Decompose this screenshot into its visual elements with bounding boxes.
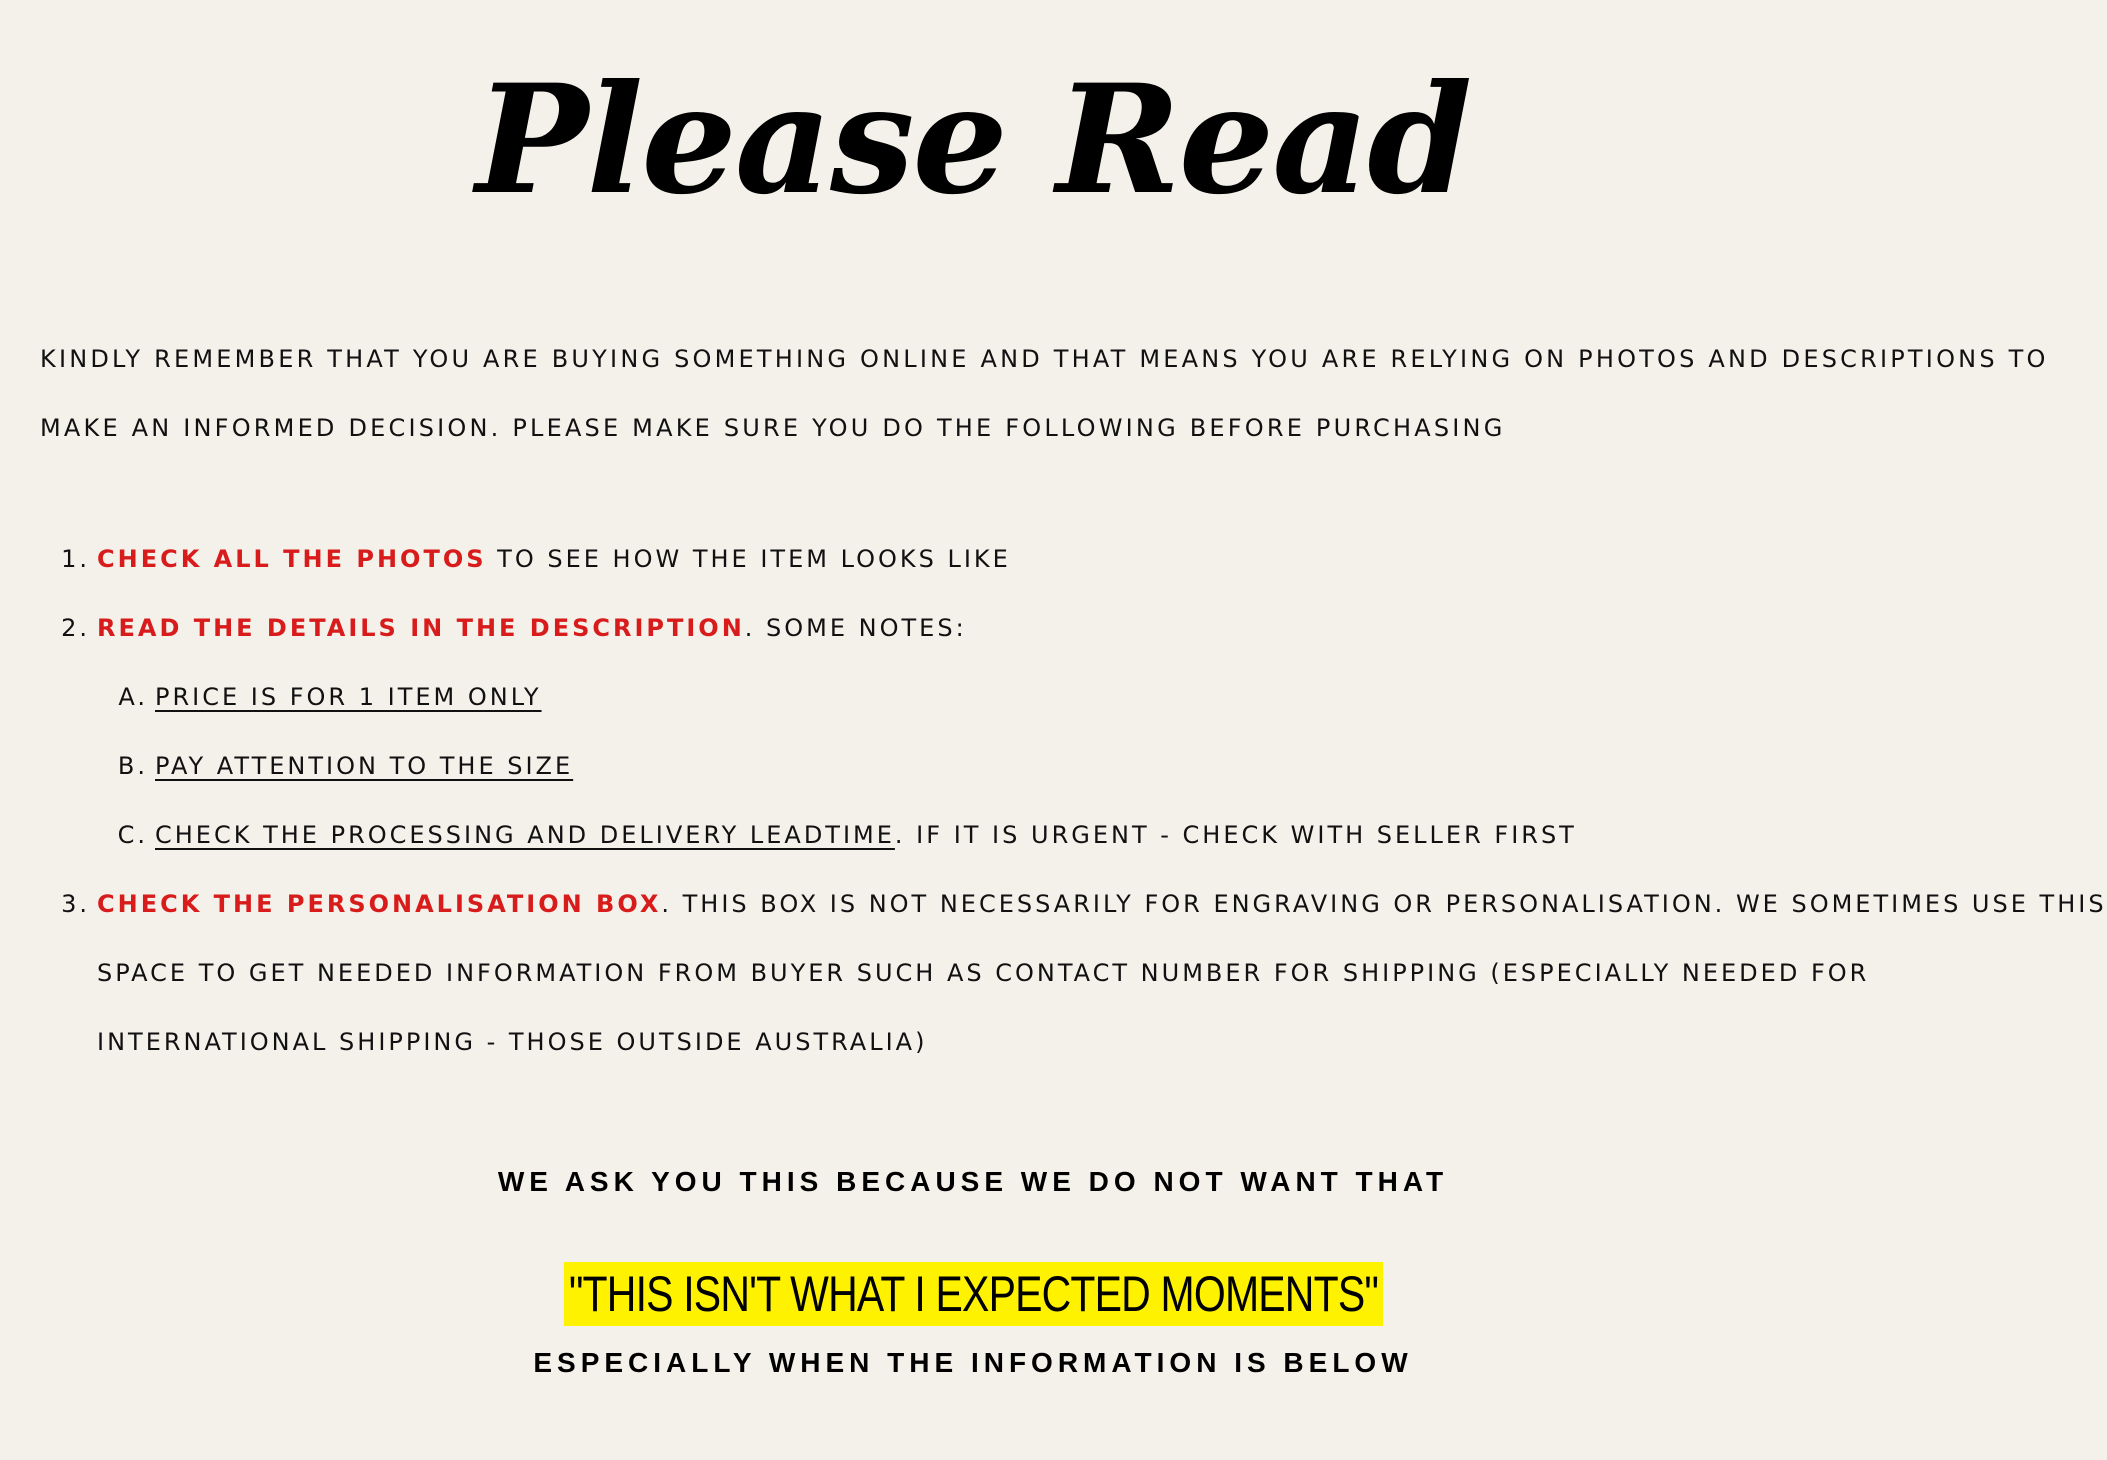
highlight-text: READ THE DETAILS IN THE DESCRIPTION	[97, 614, 745, 642]
highlight-text: CHECK THE PERSONALISATION BOX	[97, 890, 662, 918]
list-number: 3.	[61, 890, 90, 918]
underlined-text: PAY ATTENTION TO THE SIZE	[155, 752, 574, 780]
sub-item-b	[0, 732, 1946, 801]
instructions-list	[0, 525, 2107, 1077]
underlined-text: CHECK THE PROCESSING AND DELIVERY LEADTIME	[155, 821, 895, 849]
intro-line-2: MAKE AN INFORMED DECISION. PLEASE MAKE SURE YOU DO THE FOLLOWING BEFORE PURCHASING	[40, 414, 1506, 442]
list-item-text	[97, 594, 967, 663]
highlight-text: CHECK ALL THE PHOTOS	[97, 545, 487, 573]
sub-item-a	[0, 663, 1946, 732]
continuation-text: INTERNATIONAL SHIPPING - THOSE OUTSIDE AUSTRALIA)	[97, 1028, 928, 1056]
list-item-3-continuation-1	[0, 939, 1946, 1008]
list-item-text	[97, 525, 1011, 594]
sub-item-c	[0, 801, 1946, 870]
underlined-text: PRICE IS FOR 1 ITEM ONLY	[155, 683, 542, 711]
list-item-text	[97, 870, 2107, 939]
continuation-text: SPACE TO GET NEEDED INFORMATION FROM BUYER SUCH AS CONTACT NUMBER FOR SHIPPING (ESPECIALLY NEEDED FOR	[97, 959, 1870, 987]
list-item-2	[0, 594, 1946, 663]
item-rest-text: . SOME NOTES:	[744, 614, 967, 642]
sub-item-text	[155, 732, 573, 801]
sub-list-letter: B.	[117, 752, 148, 780]
closing-note: ESPECIALLY WHEN THE INFORMATION IS BELOW	[533, 1347, 1413, 1378]
page-title: Please Read	[475, 52, 1471, 228]
list-number: 2.	[61, 614, 90, 642]
quote-container	[0, 1262, 1946, 1326]
list-item-3	[0, 870, 2107, 939]
intro-paragraph	[40, 325, 2049, 463]
sub-list-letter: C.	[117, 821, 148, 849]
sub-list-letter: A.	[118, 683, 148, 711]
list-item-3-continuation-2	[0, 1008, 1946, 1077]
sub-item-text	[155, 663, 542, 732]
list-item-1	[0, 525, 1946, 594]
highlighted-quote: "THIS ISN'T WHAT I EXPECTED MOMENTS"	[563, 1262, 1382, 1326]
intro-line-1: KINDLY REMEMBER THAT YOU ARE BUYING SOMETHING ONLINE AND THAT MEANS YOU ARE RELYING ON PHOTOS AND DESCRIPTIONS TO	[40, 345, 2049, 373]
closing-statement: WE ASK YOU THIS BECAUSE WE DO NOT WANT THAT	[497, 1166, 1449, 1197]
list-number: 1.	[61, 545, 90, 573]
sub-item-text	[155, 801, 1577, 870]
item-rest-text: . IF IT IS URGENT - CHECK WITH SELLER FIRST	[894, 821, 1577, 849]
item-rest-text: TO SEE HOW THE ITEM LOOKS LIKE	[486, 545, 1011, 573]
item-rest-text: . THIS BOX IS NOT NECESSARILY FOR ENGRAVING OR PERSONALISATION. WE SOMETIMES USE THIS	[661, 890, 2107, 918]
